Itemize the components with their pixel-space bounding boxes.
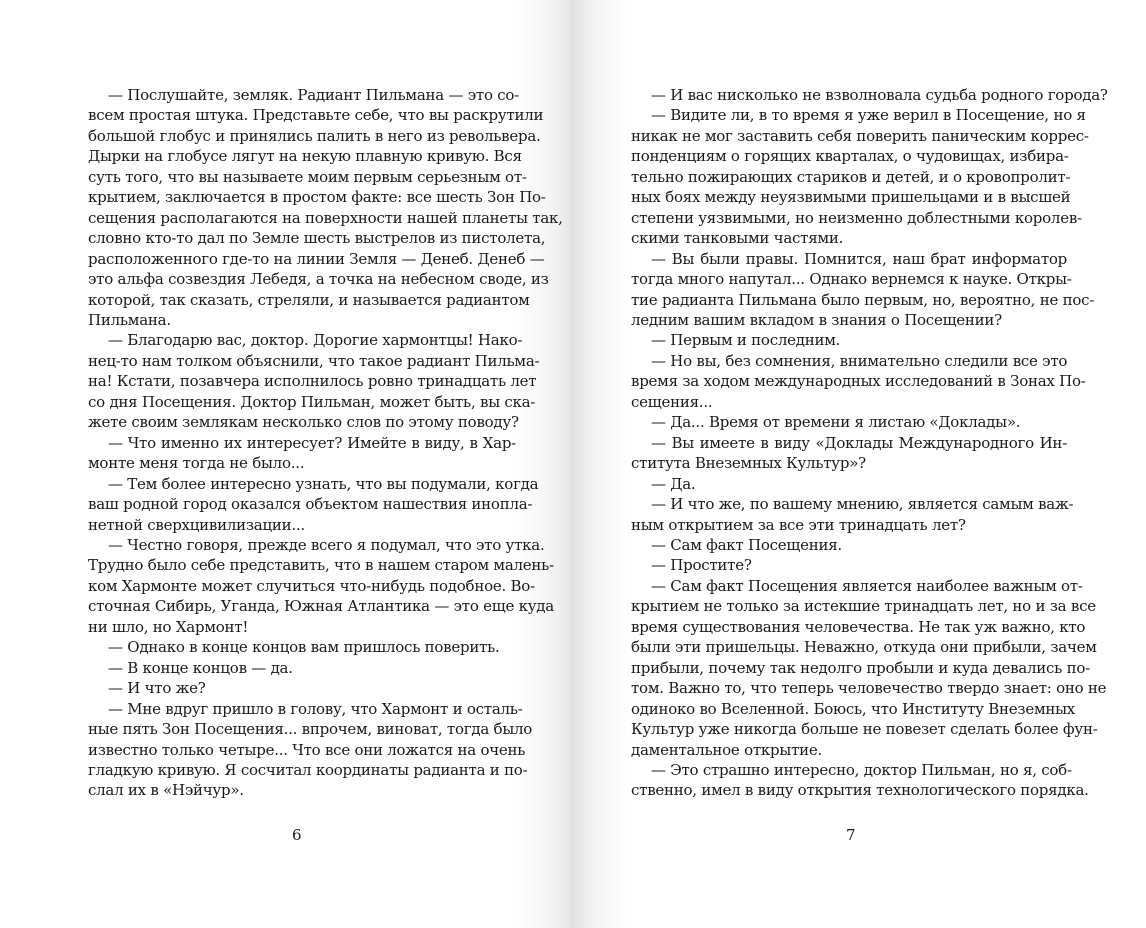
text-line: — И что же, по вашему мнению, является самым важ- (651, 495, 1074, 514)
text-line: всем простая штука. Представьте себе, что вы раскрутили (88, 106, 544, 125)
text-line: — Благодарю вас, доктор. Дорогие хармонтцы! Нако- (108, 331, 523, 350)
text-line: — И что же? (108, 679, 206, 698)
text-line: — Тем более интересно узнать, что вы подумали, когда (108, 474, 539, 493)
right-page-number: 7 (846, 826, 856, 844)
text-line: ни шло, но Хармонт! (88, 617, 249, 636)
text-line: сещения располагаются на поверхности нашей планеты так, (88, 208, 563, 227)
text-line: нетной сверхцивилизации... (88, 515, 305, 534)
text-line: — Честно говоря, прежде всего я подумал, что это утка. (108, 535, 545, 554)
text-line: ным открытием за все эти тринадцать лет? (631, 515, 966, 534)
text-line: нец-то нам толком объяснили, что такое радиант Пильма- (88, 351, 540, 370)
text-line: — Послушайте, земляк. Радиант Пильмана — это со- (108, 86, 519, 104)
right-page (573, 0, 1146, 928)
text-line: прибыли, почему так недолго пробыли и куда девались по- (631, 658, 1090, 677)
text-line: — Первым и последним. (651, 331, 841, 350)
text-line: гладкую кривую. Я сосчитал координаты радианта и по- (88, 760, 528, 779)
text-line: ных боях между неуязвимыми пришельцами и в высшей (631, 188, 1071, 207)
text-line: на! Кстати, позавчера исполнилось ровно тринадцать лет (88, 372, 537, 391)
text-line: известно только четыре... Что все они ложатся на очень (88, 740, 526, 759)
text-line: это альфа созвездия Лебедя, а точка на небесном своде, из (88, 270, 549, 289)
text-line: которой, так сказать, стреляли, и называется радиантом (88, 290, 530, 309)
text-line: ные пять Зон Посещения... впрочем, виноват, тогда было (88, 720, 533, 739)
text-line: ственно, имел в виду открытия технологического порядка. (631, 781, 1089, 800)
text-line: Пильмана. (88, 310, 171, 329)
text-line: — Да. (651, 474, 696, 493)
text-line: — Вы имеете в виду «Доклады Международного Ин- (651, 433, 1067, 452)
text-line: суть того, что вы называете моим первым серьезным от- (88, 167, 527, 186)
book-gutter (571, 0, 574, 928)
left-page-text (88, 85, 563, 801)
text-line: — Однако в конце концов вам пришлось поверить. (108, 638, 500, 657)
left-page-number: 6 (292, 826, 302, 844)
text-line: время за ходом международных исследований в Зонах По- (631, 372, 1086, 391)
text-line: крытием не только за истекшие тринадцать лет, но и за все (631, 597, 1096, 616)
text-line: — Что именно их интересует? Имейте в виду, в Хар- (108, 433, 516, 452)
text-line: Трудно было себе представить, что в нашем старом малень- (88, 556, 554, 575)
text-line: даментальное открытие. (631, 740, 823, 759)
text-line: одиноко во Вселенной. Боюсь, что Институту Внеземных (631, 699, 1076, 718)
text-line: сточная Сибирь, Уганда, Южная Атлантика — это еще куда (88, 597, 554, 616)
text-line: никак не мог заставить себя поверить паническим коррес- (631, 126, 1089, 145)
text-line: тие радианта Пильмана было первым, но, вероятно, не пос- (631, 290, 1095, 309)
text-line: Культур уже никогда больше не повезет сделать более фун- (631, 720, 1098, 739)
text-line: сещения... (631, 392, 713, 411)
text-line: — В конце концов — да. (108, 658, 293, 677)
text-line: Дырки на глобусе лягут на некую плавную кривую. Вся (88, 147, 522, 166)
text-line: — Но вы, без сомнения, внимательно следили все это (651, 351, 1068, 370)
text-line: монте меня тогда не было... (88, 454, 305, 473)
text-line: большой глобус и принялись палить в него из револьвера. (88, 126, 541, 145)
text-line: время существования человечества. Не так уж важно, кто (631, 617, 1086, 636)
text-line: ститута Внеземных Культур»? (631, 454, 866, 473)
text-line: — Вы были правы. Помнится, наш брат информатор (651, 249, 1067, 268)
right-page-text (631, 85, 1108, 801)
text-line: тельно пожирающих стариков и детей, и о кровопролит- (631, 167, 1071, 186)
text-line: тогда много напутал... Однако вернемся к науке. Откры- (631, 270, 1072, 289)
text-line: — Это страшно интересно, доктор Пильман, но я, соб- (651, 760, 1072, 779)
text-line: ком Хармонте может случиться что-нибудь подобное. Во- (88, 576, 535, 595)
text-line: ваш родной город оказался объектом нашествия инопла- (88, 495, 533, 514)
text-line: словно кто-то дал по Земле шесть выстрелов из пистолета, (88, 229, 546, 248)
text-line: крытием, заключается в простом факте: все шесть Зон По- (88, 188, 546, 207)
text-line: со дня Посещения. Доктор Пильман, может быть, вы ска- (88, 392, 536, 411)
text-line: — Простите? (651, 556, 752, 575)
text-line: — Да... Время от времени я листаю «Доклады». (651, 413, 1021, 432)
text-line: — Видите ли, в то время я уже верил в Посещение, но я (651, 106, 1086, 125)
text-line: — Мне вдруг пришло в голову, что Хармонт и осталь- (108, 699, 523, 718)
text-line: — Сам факт Посещения. (651, 535, 842, 554)
text-line: степени уязвимыми, но неизменно доблестными королев- (631, 208, 1082, 227)
text-line: понденциям о горящих кварталах, о чудовищах, избира- (631, 147, 1069, 166)
text-line: были эти пришельцы. Неважно, откуда они прибыли, зачем (631, 638, 1097, 657)
text-line: том. Важно то, что теперь человечество твердо знает: оно не (631, 679, 1107, 698)
text-line: слал их в «Нэйчур». (88, 781, 244, 800)
text-line: — И вас нисколько не взволновала судьба родного города? (651, 86, 1108, 104)
text-line: ледним вашим вкладом в знания о Посещении? (631, 310, 1002, 329)
text-line: скими танковыми частями. (631, 229, 844, 248)
text-line: расположенного где-то на линии Земля — Денеб. Денеб — (88, 249, 545, 268)
text-line: жете своим землякам несколько слов по этому поводу? (88, 413, 519, 432)
text-line: — Сам факт Посещения является наиболее важным от- (651, 576, 1083, 595)
